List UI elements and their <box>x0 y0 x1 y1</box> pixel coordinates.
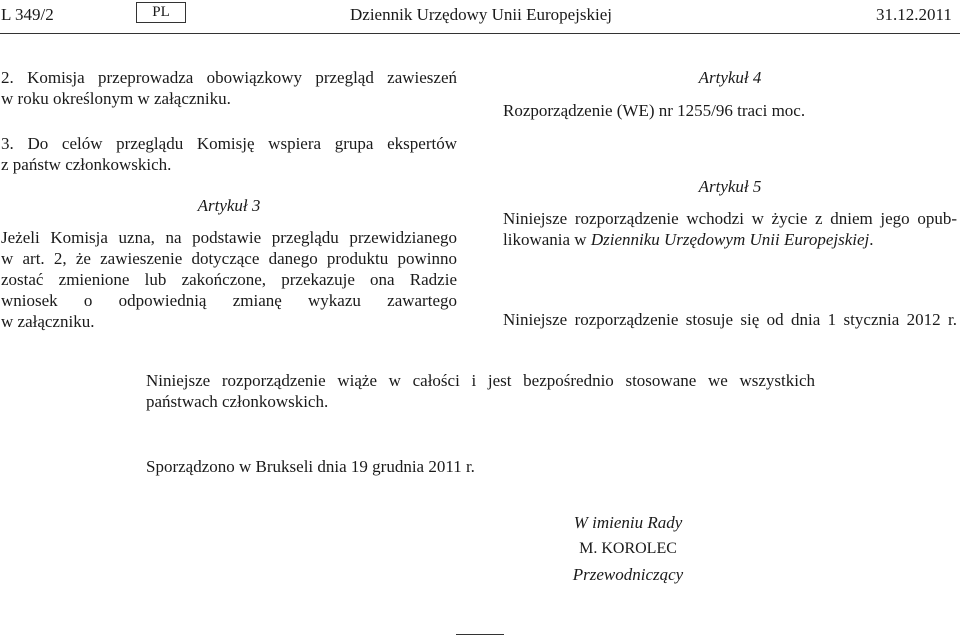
article-5-body <box>503 208 957 250</box>
article-4-body <box>503 100 957 121</box>
article-3-line: wniosek o odpowiednią zmianę wykazu zawartego <box>1 291 457 310</box>
signature-on-behalf: W imieniu Rady <box>573 513 683 532</box>
article-3-body <box>1 227 457 332</box>
binding-clause-line-1: Niniejsze rozporządzenie wiąże w całości i jest bezpośrednio stosowane we wszystkich <box>146 371 815 390</box>
paragraph-3-line-1: 3. Do celów przeglądu Komisję wspiera grupa ekspertów <box>1 134 457 153</box>
paragraph-3-line-2: z państw członkowskich. <box>1 155 172 174</box>
document-header <box>0 0 960 34</box>
paragraph-2 <box>1 67 457 109</box>
paragraph-2-line-2: w roku określonym w załączniku. <box>1 89 231 108</box>
publication-date: 31.12.2011 <box>876 5 952 24</box>
article-5-application <box>503 309 957 330</box>
footer-rule <box>456 634 504 635</box>
article-5-line-2 <box>503 229 957 250</box>
journal-title: Dziennik Urzędowy Unii Europejskiej <box>350 5 613 24</box>
binding-clause <box>146 370 815 412</box>
language-badge: PL <box>136 2 186 23</box>
binding-clause-line-2: państwach członkowskich. <box>146 392 329 411</box>
signatory-role: Przewodniczący <box>572 565 684 584</box>
page-reference: L 349/2 <box>1 5 54 24</box>
article-4-title: Artykuł 4 <box>698 68 762 87</box>
article-3-line: zostać zmienione lub zakończone, przekazuje ona Radzie <box>1 270 457 289</box>
article-5-line-2-prefix: likowania w <box>503 230 591 249</box>
article-4-text: Rozporządzenie (WE) nr 1255/96 traci moc. <box>503 101 806 120</box>
article-3-title: Artykuł 3 <box>197 196 261 215</box>
signatory-name: M. KOROLEC <box>579 540 677 557</box>
article-5-title: Artykuł 5 <box>698 177 762 196</box>
paragraph-3 <box>1 133 457 175</box>
article-3-line: Jeżeli Komisja uzna, na podstawie przeglądu przewidzianego <box>1 228 457 247</box>
paragraph-2-line-1: 2. Komisja przeprowadza obowiązkowy przegląd zawieszeń <box>1 68 457 87</box>
application-date-text: Niniejsze rozporządzenie stosuje się od dnia 1 stycznia 2012 r. <box>503 310 957 329</box>
article-3-line: w art. 2, że zawieszenie dotyczące danego produktu powinno <box>1 249 457 268</box>
article-3-line: w załączniku. <box>1 312 95 331</box>
article-5-line-2-suffix: . <box>869 230 874 249</box>
journal-name-italic: Dzienniku Urzędowym Unii Europejskiej <box>590 230 870 249</box>
article-5-line-1: Niniejsze rozporządzenie wchodzi w życie z dniem jego opub- <box>503 209 957 228</box>
done-at-statement: Sporządzono w Brukseli dnia 19 grudnia 2011 r. <box>146 457 475 476</box>
